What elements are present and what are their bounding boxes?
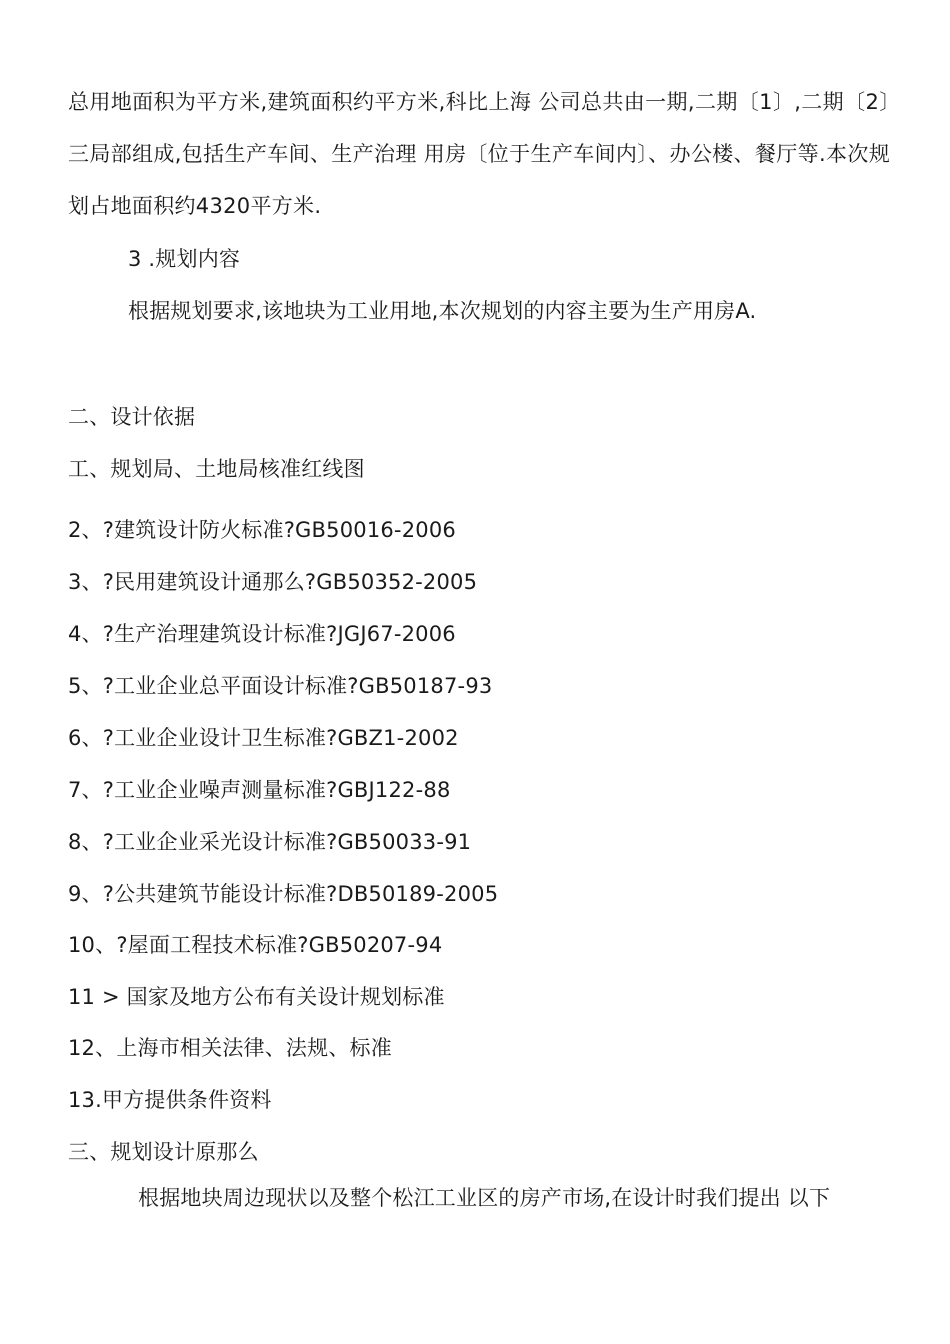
- basis-item: 13.甲方提供条件资料: [68, 1088, 272, 1112]
- basis-item: 10、?屋面工程技术标准?GB50207-94: [68, 933, 443, 957]
- section-3-heading: 3 .规划内容: [128, 247, 241, 271]
- intro-paragraph: 总用地面积为平方米,建筑面积约平方米,科比上海 公司总共由一期,二期〔1〕,二期〔2〕三局部组成,包括生产车间、生产治理 用房〔位于生产车间内〕、办公楼、餐厅等.本次规划占地面积约4320平方米.: [68, 90, 890, 218]
- basis-item: 8、?工业企业采光设计标准?GB50033-91: [68, 830, 472, 854]
- principles-heading: 三、规划设计原那么: [68, 1140, 259, 1164]
- basis-item: 3、?民用建筑设计通那么?GB50352-2005: [68, 570, 478, 594]
- basis-item: 2、?建筑设计防火标准?GB50016-2006: [68, 518, 456, 542]
- basis-item: 5、?工业企业总平面设计标准?GB50187-93: [68, 674, 493, 698]
- basis-item: 工、规划局、土地局核准红线图: [68, 457, 365, 481]
- basis-item: 6、?工业企业设计卫生标准?GBZ1-2002: [68, 726, 459, 750]
- basis-item: 9、?公共建筑节能设计标准?DB50189-2005: [68, 882, 499, 906]
- section-3-body: 根据规划要求,该地块为工业用地,本次规划的内容主要为生产用房A.: [128, 299, 757, 323]
- basis-item: 4、?生产治理建筑设计标准?JGJ67-2006: [68, 622, 456, 646]
- basis-item: 11 > 国家及地方公布有关设计规划标准: [68, 985, 445, 1009]
- design-basis-heading: 二、设计依据: [68, 405, 196, 429]
- basis-item: 12、上海市相关法律、法规、标准: [68, 1036, 392, 1060]
- principles-body: 根据地块周边现状以及整个松江工业区的房产市场,在设计时我们提出 以下: [138, 1186, 831, 1210]
- basis-item: 7、?工业企业噪声测量标准?GBJ122-88: [68, 778, 451, 802]
